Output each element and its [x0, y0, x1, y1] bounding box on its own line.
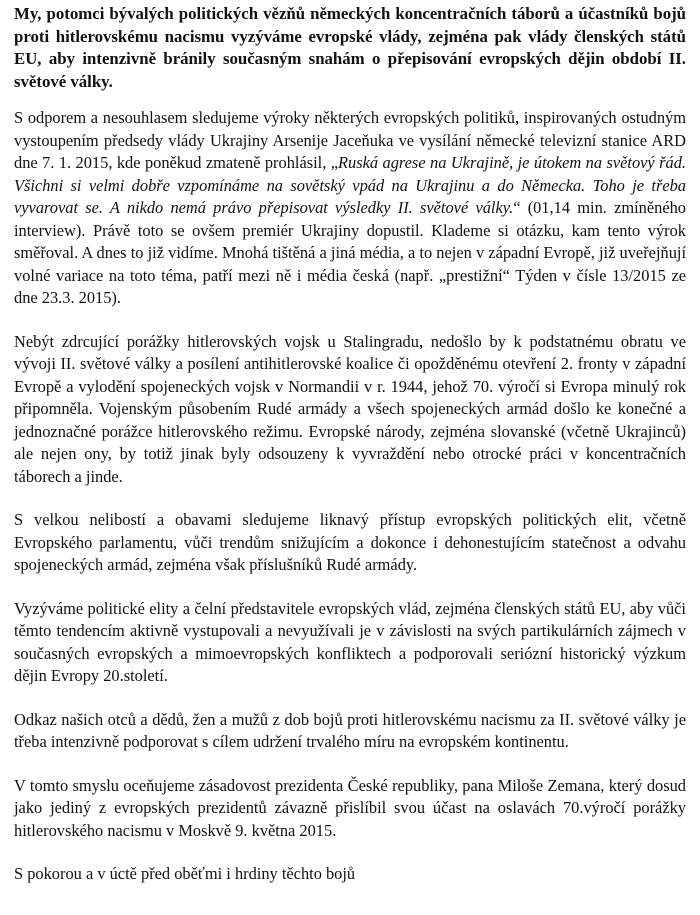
paragraph-2: Nebýt zdrcující porážky hitlerovských vojsk u Stalingradu, nedošlo by k podstatnému obratu ve vývoji II. světové války a posílení antihitlerovské koalice či opožděnému otevření 2. fronty v západní Evropě a vylodění spojeneckých vojsk v Normandii v r. 1944, jehož 70. výročí si Evropa minulý rok připomněla. Vojenským působením Rudé armády a všech spojeneckých armád došlo ke konečné a jednoznačné porážce hitlerovského režimu. Evropské národy, zejména slovanské (včetně Ukrajinců) ale nejen ony, by totiž jinak byly odsouzeny k vyvraždění nebo otrocké práci v koncentračních táborech a jinde. — [14, 331, 686, 486]
paragraph-4: Vyzýváme politické elity a čelní představitele evropských vlád, zejména členských států EU, aby vůči těmto tendencím aktivně vystupovali a nevyužívali je v závislosti na svých partikulárních zájmech v současných evropských a mimoevropských konfliktech a podporovali seriózní historický výzkum dějin Evropy 20.století. — [14, 598, 686, 685]
paragraph-1 — [14, 107, 686, 310]
paragraph-3: S velkou nelibostí a obavami sledujeme liknavý přístup evropských politických elit, včetně Evropského parlamentu, vůči trendům snižujícím a dokonce i dehonestujícím statečnost a odvahu spojeneckých armád, zejména však příslušníků Rudé armády. — [14, 510, 686, 574]
paragraph-6: V tomto smyslu oceňujeme zásadovost prezidenta České republiky, pana Miloše Zemana, který dosud jako jediný z evropských prezidentů závazně přislíbil svou účast na oslavách 70.výročí porážky hitlerovského nacismu v Moskvě 9. května 2015. — [14, 775, 686, 840]
paragraph-1-rest: “ (01,14 min. zmíněného interview). Právě toto se ovšem premiér Ukrajiny dopustil. Klademe si otázku, kam tento výrok směřoval. A dnes to již vidíme. Mnohá tištěná a jiná média, a to nejen v západní Evropě, již uveřejňují volné variace na toto téma, patří mezi ně i média česká (např. „prestižní“ Týden v čísle 13/2015 ze dne 23.3. 2015). — [14, 198, 686, 307]
paragraph-5: Odkaz našich otců a dědů, žen a mužů z dob bojů proti hitlerovskému nacismu za II. světové války je třeba intenzivně podporovat s cílem udržení trvalého míru na evropském kontinentu. — [14, 709, 686, 751]
paragraph-1-intro: S odporem a nesouhlasem sledujeme výroky některých evropských politiků, inspirovaných ostudným vystoupením předsedy vlády Ukrajiny Arsenije Jaceňuka ve vysílání německé televizní stanice ARD dne 7. 1. 2015, kde poněkud zmateně prohlásil, „ — [14, 108, 686, 172]
document-heading: My, potomci bývalých politických vězňů německých koncentračních táborů a účastníků bojů proti hitlerovskému nacismu vyzýváme evropské vlády, zejména pak vlády členských států EU, aby intenzivně bránily současným snahám o přepisování evropských dějin období II. světové války. — [14, 4, 686, 91]
paragraph-1-quote: Ruská agrese na Ukrajině, je útokem na světový řád. Všichni si velmi dobře vzpomínáme na sovětský vpád na Ukrajinu a do Německa. Toho je třeba vyvarovat se. A nikdo nemá právo přepisovat výsledky II. světové války. — [14, 153, 686, 217]
closing-line: S pokorou a v úctě před oběťmi i hrdiny těchto bojů — [14, 864, 356, 883]
